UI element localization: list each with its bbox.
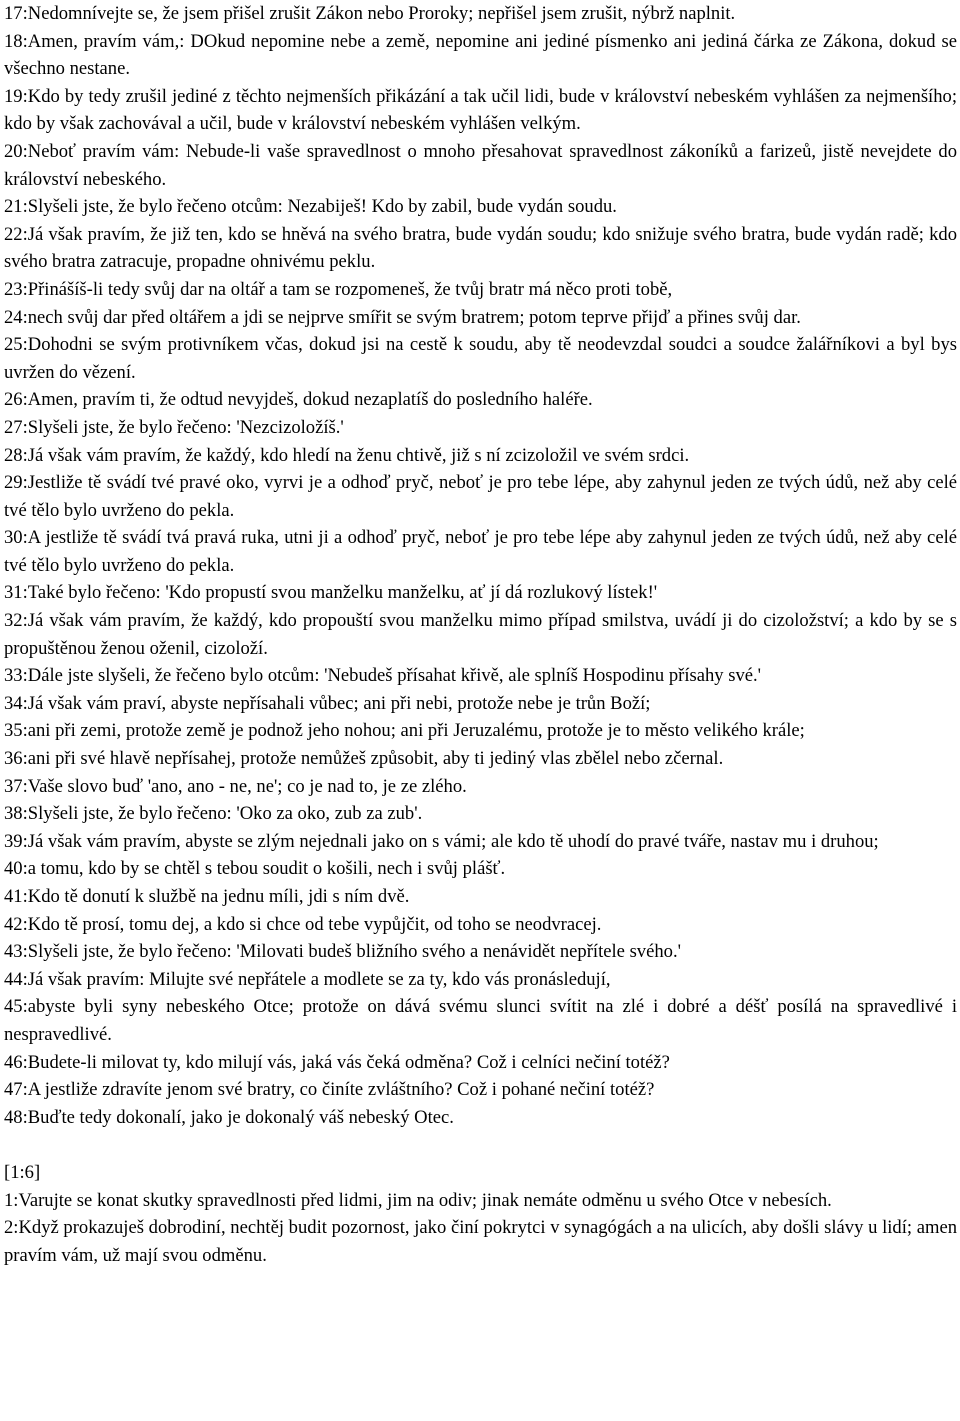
verse: 1:Varujte se konat skutky spravedlnosti před lidmi, jim na odiv; jinak nemáte odměnu u svého Otce v nebesích. [4, 1189, 832, 1211]
verse: 44:Já však pravím: Milujte své nepřátele a modlete se za ty, kdo vás pronásledují, [4, 968, 611, 990]
paragraph-gap [4, 1131, 957, 1159]
verse: 30:A jestliže tě svádí tvá pravá ruka, utni ji a odhoď pryč, neboť je pro tebe lépe aby zahynul jeden ze tvých údů, než aby celé tvé tělo bylo uvrženo do pekla. [4, 527, 957, 576]
verse-list [4, 0, 957, 1131]
verse: 43:Slyšeli jste, že bylo řečeno: 'Milovati budeš bližního svého a nenávidět nepřítele svého.' [4, 941, 681, 963]
verse: 17:Nedomnívejte se, že jsem přišel zrušit Zákon nebo Proroky; nepřišel jsem zrušit, nýbrž naplnit. [4, 3, 736, 24]
verse: 31:Také bylo řečeno: 'Kdo propustí svou manželku manželku, ať jí dá rozlukový lístek!' [4, 582, 658, 604]
verse: 37:Vaše slovo buď 'ano, ano - ne, ne'; co je nad to, je ze zlého. [4, 775, 467, 797]
verse: 45:abyste byli syny nebeského Otce; protože on dává svému slunci svítit na zlé i dobré a déšť posílá na spravedlivé i nespravedlivé. [4, 996, 957, 1045]
verse: 19:Kdo by tedy zrušil jediné z těchto nejmenších přikázání a tak učil lidi, bude v království nebeském vyhlášen za nejmenšího; kdo by však zachovával a učil, bude v království nebeském vyhlášen velkým. [4, 85, 957, 135]
verse: 29:Jestliže tě svádí tvé pravé oko, vyrvi je a odhoď pryč, neboť je pro tebe lépe, aby zahynul jeden ze tvých údů, než aby celé tvé tělo bylo uvrženo do pekla. [4, 472, 957, 521]
verse: 21:Slyšeli jste, že bylo řečeno otcům: Nezabiješ! Kdo by zabil, bude vydán soudu. [4, 196, 617, 218]
verse: 48:Buďte tedy dokonalí, jako je dokonalý váš nebeský Otec. [4, 1106, 454, 1128]
verse: 32:Já však vám pravím, že každý, kdo propouští svou manželku mimo případ smilstva, uvádí ji do cizoložství; a kdo by se s propuštěnou ženou oženil, cizoloží. [4, 610, 957, 659]
verse: 28:Já však vám pravím, že každý, kdo hledí na ženu chtivě, již s ní zcizoložil ve svém srdci. [4, 444, 690, 466]
verse: 25:Dohodni se svým protivníkem včas, dokud jsi na cestě k soudu, aby tě neodevzdal soudci a soudce žalářníkovi a byl bys uvržen do vězení. [4, 334, 957, 383]
verse: 33:Dále jste slyšeli, že řečeno bylo otcům: 'Nebudeš přísahat křivě, ale splníš Hospodinu přísahy své.' [4, 665, 761, 687]
verse: 24:nech svůj dar před oltářem a jdi se nejprve smířit se svým bratrem; potom teprve přijď a přines svůj dar. [4, 306, 801, 328]
verse: 38:Slyšeli jste, že bylo řečeno: 'Oko za oko, zub za zub'. [4, 803, 423, 825]
verse: 2:Když prokazuješ dobrodiní, nechtěj budit pozornost, jako činí pokrytci v synagógách a na ulicích, aby došli slávy u lidí; amen pravím vám, už mají svou odměnu. [4, 1217, 957, 1266]
verse: 26:Amen, pravím ti, že odtud nevyjdeš, dokud nezaplatíš do posledního haléře. [4, 389, 593, 411]
verse: 41:Kdo tě donutí k službě na jednu míli, jdi s ním dvě. [4, 886, 410, 907]
verse: 47:A jestliže zdravíte jenom své bratry, co činíte zvláštního? Což i pohané nečiní totéž? [4, 1079, 655, 1101]
chapter-marker: [1:6] [4, 1161, 41, 1183]
verse: 42:Kdo tě prosí, tomu dej, a kdo si chce od tebe vypůjčit, od toho se neodvracej. [4, 913, 602, 935]
verse-list-next-chapter [4, 1187, 957, 1270]
verse: 22:Já však pravím, že již ten, kdo se hněvá na svého bratra, bude vydán soudu; kdo snižuje svého bratra, bude vydán radě; kdo svého bratra zatracuje, propadne ohnivému peklu. [4, 223, 957, 273]
verse: 20:Neboť pravím vám: Nebude-li vaše spravedlnost o mnoho přesahovat spravedlnost zákoníků a farizeů, jistě nevejdete do království nebeského. [4, 140, 957, 190]
verse: 46:Budete-li milovat ty, kdo milují vás, jaká vás čeká odměna? Což i celníci nečiní totéž? [4, 1051, 670, 1073]
verse: 35:ani při zemi, protože země je podnož jeho nohou; ani při Jeruzalému, protože je to město velikého krále; [4, 720, 805, 742]
verse: 23:Přinášíš-li tedy svůj dar na oltář a tam se rozpomeneš, že tvůj bratr má něco proti tobě, [4, 278, 673, 300]
verse: 18:Amen, pravím vám,: DOkud nepomine nebe a země, nepomine ani jediné písmenko ani jediná čárka ze Zákona, dokud se všechno nestane. [4, 30, 957, 80]
verse: 36:ani při své hlavě nepřísahej, protože nemůžeš způsobit, aby ti jediný vlas zbělel nebo zčernal. [4, 748, 724, 770]
verse: 34:Já však vám praví, abyste nepřísahali vůbec; ani při nebi, protože nebe je trůn Boží; [4, 692, 651, 714]
verse: 40:a tomu, kdo by se chtěl s tebou soudit o košili, nech i svůj plášť. [4, 858, 506, 880]
verse: 39:Já však vám pravím, abyste se zlým nejednali jako on s vámi; ale kdo tě uhodí do pravé tváře, nastav mu i druhou; [4, 830, 879, 852]
verse: 27:Slyšeli jste, že bylo řečeno: 'Nezcizoložíš.' [4, 416, 344, 438]
